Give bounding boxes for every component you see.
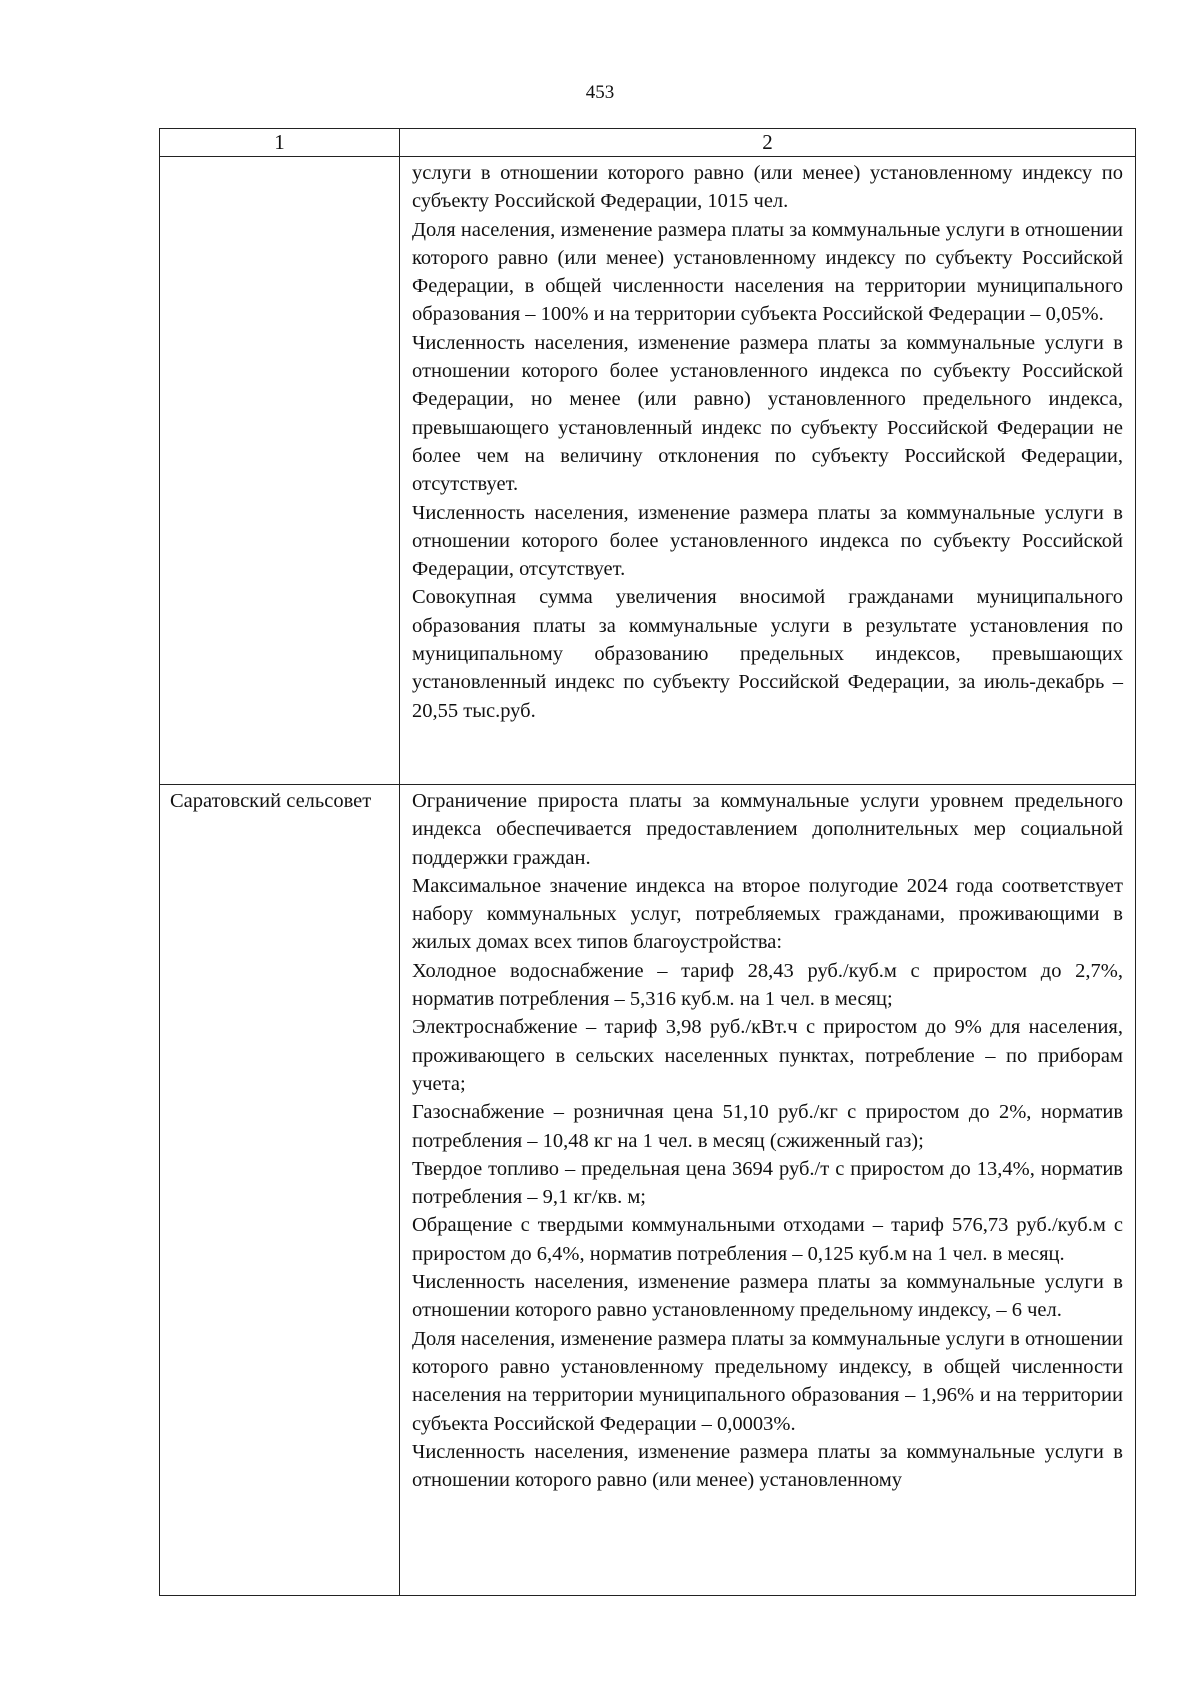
paragraph: Газоснабжение – розничная цена 51,10 руб./кг с приростом до 2%, норматив потребления – 10,48 кг на 1 чел. в месяц (сжиженный газ); xyxy=(412,1101,1123,1152)
paragraph: Электроснабжение – тариф 3,98 руб./кВт.ч с приростом до 9% для населения, проживающего в сельских населенных пунктах, потребление – по приборам учета; xyxy=(412,1016,1123,1095)
paragraph: услуги в отношении которого равно (или менее) установленному индексу по субъекту Российской Федерации, 1015 чел. xyxy=(412,162,1123,213)
document-table xyxy=(159,128,1136,1596)
column-header-2: 2 xyxy=(400,129,1136,157)
paragraph: Численность населения, изменение размера платы за коммунальные услуги в отношении которого равно (или менее) установленному xyxy=(412,1440,1123,1492)
paragraph: Обращение с твердыми коммунальными отходами – тариф 576,73 руб./куб.м с приростом до 6,4%, норматив потребления – 0,125 куб.м на 1 чел. в месяц. xyxy=(412,1214,1123,1265)
paragraph: Доля населения, изменение размера платы за коммунальные услуги в отношении которого равно установленному предельному индексу, в общей численности населения на территории муниципального образования – 1,96% и на территории субъекта Российской Федерации – 0,0003%. xyxy=(412,1327,1123,1435)
paragraph: Ограничение прироста платы за коммунальные услуги уровнем предельного индекса обеспечивается предоставлением дополнительных мер социальной поддержки граждан. xyxy=(412,790,1123,869)
paragraph: Численность населения, изменение размера платы за коммунальные услуги в отношении которого равно установленному предельному индексу, – 6 чел. xyxy=(412,1271,1123,1322)
paragraph: Численность населения, изменение размера платы за коммунальные услуги в отношении которого более установленного индекса по субъекту Российской Федерации, но менее (или равно) установленного предельного индекса, превышающего установленный индекс по субъекту Российской Федерации не более чем на величину отклонения по субъекту Российской Федерации, отсутствует. xyxy=(412,331,1123,496)
municipality-name-cell xyxy=(160,157,400,785)
description-cell xyxy=(400,785,1136,1596)
table-header-row xyxy=(160,129,1136,157)
paragraph: Доля населения, изменение размера платы за коммунальные услуги в отношении которого равно (или менее) установленному индексу по субъекту Российской Федерации, в общей численности населения на территории муниципального образования – 100% и на территории субъекта Российской Федерации – 0,05%. xyxy=(412,218,1123,326)
paragraph: Твердое топливо – предельная цена 3694 руб./т с приростом до 13,4%, норматив потребления – 9,1 кг/кв. м; xyxy=(412,1157,1123,1209)
paragraph: Численность населения, изменение размера платы за коммунальные услуги в отношении которого более установленного индекса по субъекту Российской Федерации, отсутствует. xyxy=(412,501,1123,581)
paragraph: Максимальное значение индекса на второе полугодие 2024 года соответствует набору коммунальных услуг, потребляемых гражданами, проживающими в жилых домах всех типов благоустройства: xyxy=(412,874,1123,954)
paragraph: Холодное водоснабжение – тариф 28,43 руб./куб.м с приростом до 2,7%, норматив потребления – 5,316 куб.м. на 1 чел. в месяц; xyxy=(412,959,1123,1011)
table-row xyxy=(160,157,1136,785)
column-header-1: 1 xyxy=(160,129,400,157)
municipality-name-cell: Саратовский сельсовет xyxy=(160,785,400,1596)
page-number: 453 xyxy=(585,82,615,103)
description-cell xyxy=(400,157,1136,785)
table-row xyxy=(160,785,1136,1596)
paragraph: Совокупная сумма увеличения вносимой гражданами муниципального образования платы за коммунальные услуги в результате установления по муниципальному образованию предельных индексов, превышающих установленный индекс по субъекту Российской Федерации, за июль-декабрь – 20,55 тыс.руб. xyxy=(412,586,1123,722)
